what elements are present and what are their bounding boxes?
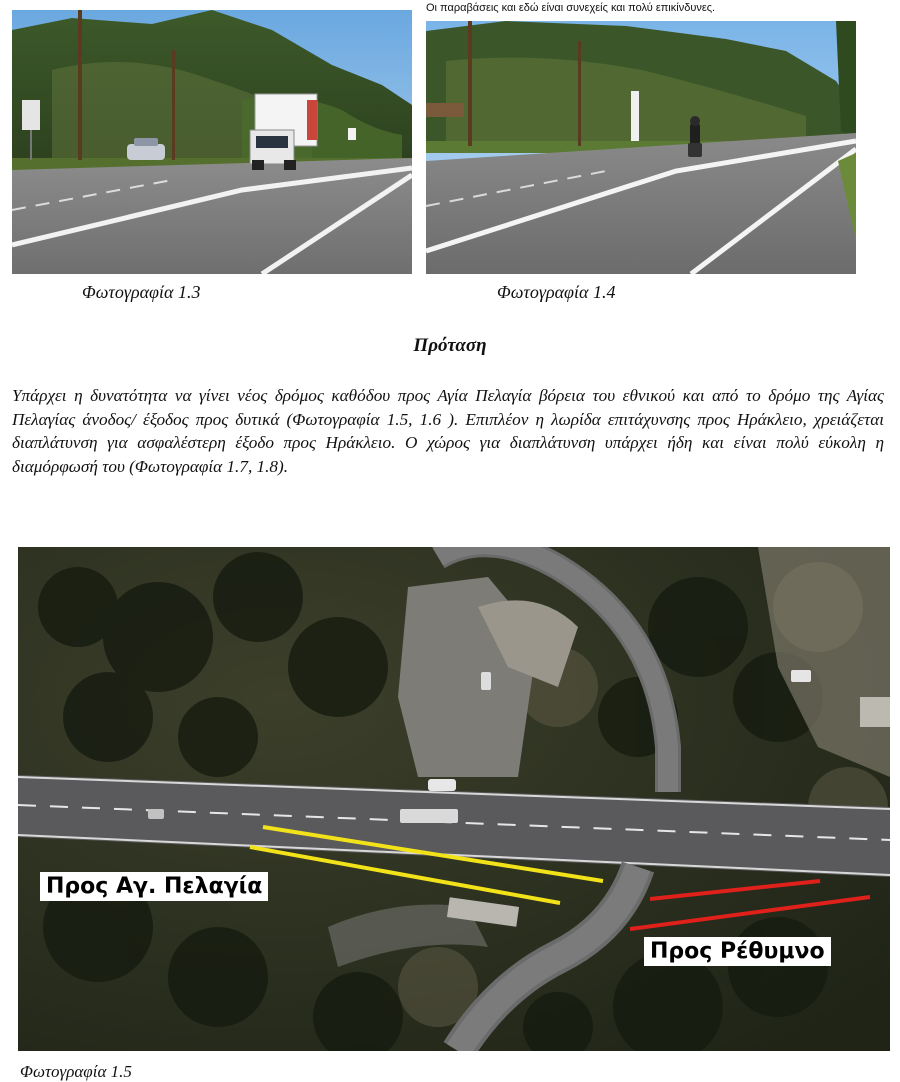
- photo-1-3: [12, 10, 412, 274]
- top-note: Οι παραβάσεις και εδώ είναι συνεχείς και πολύ επικίνδυνες.: [426, 2, 716, 14]
- photo-1-4: [426, 21, 856, 274]
- proposal-paragraph: Υπάρχει η δυνατότητα να γίνει νέος δρόμος καθόδου προς Αγία Πελαγία βόρεια του εθνικού και από το δρόμο της Αγίας Πελαγίας άνοδος/ έξοδος προς δυτικά (Φωτογραφία 1.5, 1.6 ). Επιπλέον η λωρίδα επιτάχυνσης προς Ηράκλειο, χρειάζεται διαπλάτυνση για ασφαλέστερη έξοδο προς Ηράκλειο. Ο χώρος για διαπλάτυνση υπάρχει ήδη και είναι πολύ εύκολη η διαμόρφωσή του (Φωτογραφία 1.7, 1.8).: [12, 386, 884, 476]
- label-to-agia-pelagia: Προς Αγ. Πελαγία: [40, 872, 268, 901]
- label-to-rethymno: Προς Ρέθυμνο: [644, 937, 831, 966]
- aerial-photo-1-5: [18, 547, 890, 1051]
- section-heading: Πρόταση: [413, 335, 487, 356]
- photo-1-4-caption: Φωτογραφία 1.4: [497, 282, 616, 302]
- photo-1-3-caption: Φωτογραφία 1.3: [82, 282, 201, 302]
- photo-1-5-caption: Φωτογραφία 1.5: [20, 1062, 132, 1081]
